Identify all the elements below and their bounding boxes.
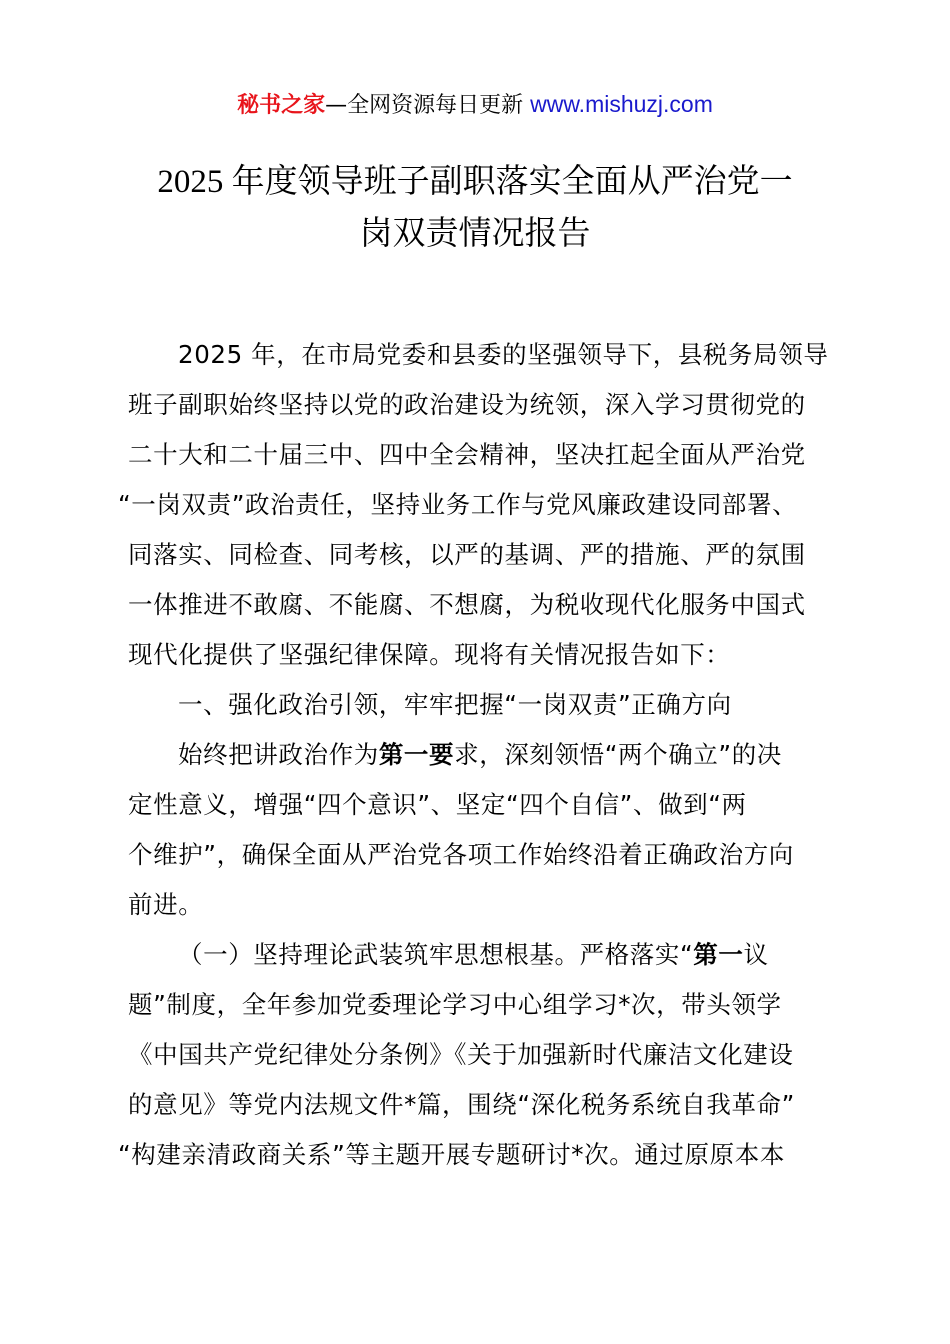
paragraph-line: “一岗双责”政治责任，坚持业务工作与党风廉政建设同部署、 xyxy=(118,490,798,519)
paragraph-line: 二十大和二十届三中、四中全会精神，坚决扛起全面从严治党 xyxy=(128,440,806,469)
document-title xyxy=(100,156,850,260)
paragraph-line: “构建亲清政商关系”等主题开展专题研讨*次。通过原原本本 xyxy=(118,1140,785,1169)
document-body xyxy=(118,330,836,1180)
text-run: 求，深刻领悟“两个确立”的决 xyxy=(454,740,782,769)
paragraph-line xyxy=(128,730,836,780)
paragraph-line: 2025 年，在市局党委和县委的坚强领导下，县税务局领导 xyxy=(178,340,829,369)
paragraph-line: 定性意义，增强“四个意识”、坚定“四个自信”、做到“两 xyxy=(128,790,747,819)
paragraph-line: 《中国共产党纪律处分条例》《关于加强新时代廉洁文化建设 xyxy=(128,1040,794,1069)
paragraph-line: 现代化提供了坚强纪律保障。现将有关情况报告如下： xyxy=(128,640,731,669)
paragraph-line: 的意见》等党内法规文件*篇，围绕“深化税务系统自我革命” xyxy=(128,1090,795,1119)
bold-text: 第一要 xyxy=(378,740,455,769)
paragraph-line xyxy=(128,930,836,980)
paragraph-line: 个维护”，确保全面从严治党各项工作始终沿着正确政治方向 xyxy=(128,840,794,869)
text-run: （一）坚持理论武装筑牢思想根基。严格落实“ xyxy=(178,940,694,969)
title-line-1: 2025 年度领导班子副职落实全面从严治党一 xyxy=(157,164,793,200)
paragraph-line: 同落实、同检查、同考核，以严的基调、严的措施、严的氛围 xyxy=(128,540,806,569)
paragraph-line: 班子副职始终坚持以党的政治建设为统领，深入学习贯彻党的 xyxy=(128,390,806,419)
bold-text: 第一 xyxy=(693,940,744,969)
paragraph-line: 前进。 xyxy=(128,890,204,919)
brand-name: 秘书之家 xyxy=(237,93,326,118)
section-heading: 一、强化政治引领，牢牢把握“一岗双责”正确方向 xyxy=(178,690,732,719)
paragraph-line: 题”制度，全年参加党委理论学习中心组学习*次，带头领学 xyxy=(128,990,782,1019)
text-run: 始终把讲政治作为 xyxy=(178,740,379,769)
paragraph-line: 一体推进不敢腐、不能腐、不想腐，为税收现代化服务中国式 xyxy=(128,590,806,619)
header-tagline: —全网资源每日更新 xyxy=(325,93,531,118)
text-run: 议 xyxy=(743,940,769,969)
title-line-2: 岗双责情况报告 xyxy=(359,216,591,252)
site-header xyxy=(0,88,950,122)
site-url-link[interactable]: www.mishuzj.com xyxy=(530,91,713,117)
